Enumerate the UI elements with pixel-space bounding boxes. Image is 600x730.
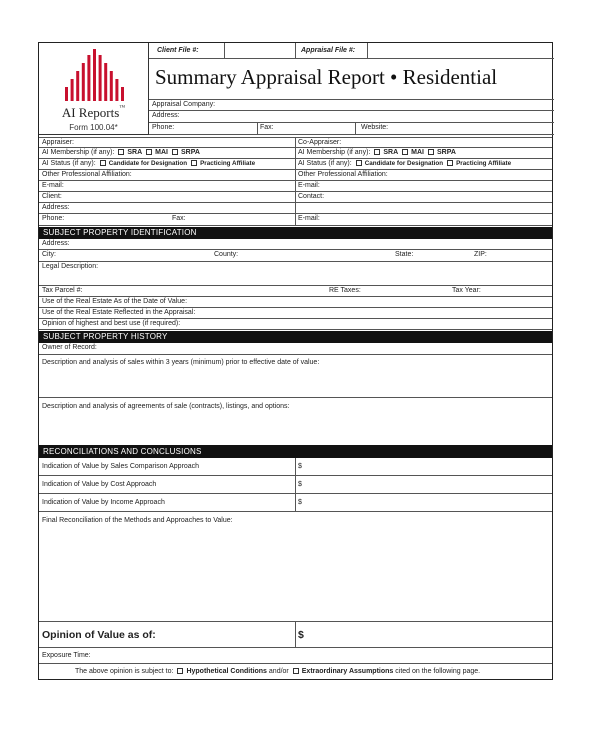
city-row xyxy=(39,250,552,262)
logo-bar xyxy=(87,55,90,101)
client-email-label: E-mail: xyxy=(298,215,320,222)
logo-bar xyxy=(115,79,118,101)
client-address-label: Address: xyxy=(42,204,70,211)
owner-label: Owner of Record: xyxy=(42,344,97,351)
legal-description-label: Legal Description: xyxy=(42,263,99,270)
contact-label: Contact: xyxy=(298,193,325,200)
company-address-label: Address: xyxy=(152,112,180,119)
company-fax-label: Fax: xyxy=(260,124,274,131)
company-contact-row xyxy=(149,123,554,135)
file-number-row xyxy=(149,43,554,59)
exposure-row xyxy=(39,648,552,664)
subject-to-row xyxy=(39,664,552,680)
co-email-label: E-mail: xyxy=(298,182,320,189)
hypothetical-checkbox[interactable] xyxy=(177,668,183,674)
membership-right: AI Membership (if any): SRA MAI SRPA xyxy=(298,149,456,156)
sales-history-label: Description and analysis of sales within 3 years (minimum) prior to effective date of value: xyxy=(42,359,320,366)
co-mai-checkbox[interactable] xyxy=(402,149,408,155)
page-title: Summary Appraisal Report • Residential xyxy=(155,65,498,89)
agreements-label: Description and analysis of agreements of sale (contracts), listings, and options: xyxy=(42,403,290,410)
subject-address-label: Address: xyxy=(42,240,70,247)
company-phone-label: Phone: xyxy=(152,124,175,131)
form-number: Form 100.04* xyxy=(69,123,118,132)
highest-best-label: Opinion of highest and best use (if required): xyxy=(42,320,181,327)
city-label: City: xyxy=(42,251,56,258)
logo-bar xyxy=(93,49,96,101)
tax-year-label: Tax Year: xyxy=(452,287,481,294)
client-file-label: Client File #: xyxy=(157,47,199,54)
appraisal-file-field[interactable] xyxy=(368,43,554,58)
srpa-checkbox[interactable] xyxy=(172,149,178,155)
sales-comparison-dollar: $ xyxy=(298,463,302,470)
appraisal-form xyxy=(38,42,553,680)
logo-bar xyxy=(71,79,74,101)
building-logo-icon xyxy=(39,43,149,105)
cost-dollar: $ xyxy=(298,481,302,488)
appraisal-company-label: Appraisal Company: xyxy=(152,101,216,108)
appraisal-file-label: Appraisal File #: xyxy=(301,47,356,54)
final-reconciliation-label: Final Reconciliation of the Methods and Approaches to Value: xyxy=(42,517,233,524)
company-website-label: Website: xyxy=(361,124,389,131)
co-affiliation-label: Other Professional Affiliation: xyxy=(298,171,388,178)
affiliation-label: Other Professional Affiliation: xyxy=(42,171,132,178)
status-left: AI Status (if any): Candidate for Designation Practicing Affiliate xyxy=(42,160,256,167)
sales-comparison-label: Indication of Value by Sales Comparison Approach xyxy=(42,463,200,470)
company-row xyxy=(149,99,554,111)
logo-bar xyxy=(99,55,102,101)
status-right: AI Status (if any): Candidate for Designation Practicing Affiliate xyxy=(298,160,512,167)
use-date-label: Use of the Real Estate As of the Date of Value: xyxy=(42,298,188,305)
use-date-row xyxy=(39,297,552,308)
subject-history-heading: SUBJECT PROPERTY HISTORY xyxy=(39,331,552,343)
tax-parcel-label: Tax Parcel #: xyxy=(42,287,83,294)
client-label: Client: xyxy=(42,193,62,200)
opinion-label: Opinion of Value as of: xyxy=(42,629,156,641)
county-label: County: xyxy=(214,251,239,258)
email-label: E-mail: xyxy=(42,182,64,189)
owner-row xyxy=(39,343,552,355)
mai-checkbox[interactable] xyxy=(146,149,152,155)
logo-name: AI Reports™ xyxy=(61,105,126,120)
subject-address-row xyxy=(39,239,552,250)
sales-history-row xyxy=(39,355,552,398)
final-reconciliation-row xyxy=(39,512,552,622)
use-reflected-label: Use of the Real Estate Reflected in the Appraisal: xyxy=(42,309,196,316)
practicing-checkbox[interactable] xyxy=(191,160,197,166)
logo-bar xyxy=(104,63,107,101)
legal-row xyxy=(39,262,552,286)
state-label: State: xyxy=(395,251,414,258)
re-taxes-label: RE Taxes: xyxy=(329,287,361,294)
sra-checkbox[interactable] xyxy=(118,149,124,155)
client-fax-label: Fax: xyxy=(172,215,186,222)
membership-left: AI Membership (if any): SRA MAI SRPA xyxy=(42,149,200,156)
co-practicing-checkbox[interactable] xyxy=(447,160,453,166)
co-srpa-checkbox[interactable] xyxy=(428,149,434,155)
logo-block xyxy=(39,43,149,135)
logo-bar xyxy=(76,71,79,101)
reconciliations-heading: RECONCILIATIONS AND CONCLUSIONS xyxy=(39,445,552,458)
tax-row xyxy=(39,286,552,297)
subject-to-line: The above opinion is subject to: Hypothetical Conditions and/or Extraordinary Assumptions cited on the following page. xyxy=(75,668,481,675)
subject-identification-heading: SUBJECT PROPERTY IDENTIFICATION xyxy=(39,227,552,239)
highest-best-row xyxy=(39,319,552,330)
opinion-dollar: $ xyxy=(298,629,304,641)
company-address-row xyxy=(149,111,554,123)
client-phone-label: Phone: xyxy=(42,215,65,222)
logo-bar xyxy=(82,63,85,101)
co-sra-checkbox[interactable] xyxy=(374,149,380,155)
zip-label: ZIP: xyxy=(474,251,487,258)
use-reflected-row xyxy=(39,308,552,319)
cost-label: Indication of Value by Cost Approach xyxy=(42,481,157,488)
agreements-row xyxy=(39,398,552,444)
income-dollar: $ xyxy=(298,499,302,506)
co-candidate-checkbox[interactable] xyxy=(356,160,362,166)
appraiser-label: Appraiser: xyxy=(42,139,74,146)
candidate-checkbox[interactable] xyxy=(100,160,106,166)
logo-bar xyxy=(65,87,68,101)
logo-bar xyxy=(110,71,113,101)
client-file-field[interactable] xyxy=(225,43,295,58)
co-appraiser-label: Co-Appraiser: xyxy=(298,139,342,146)
exposure-label: Exposure Time: xyxy=(42,652,91,659)
extraordinary-checkbox[interactable] xyxy=(293,668,299,674)
income-label: Indication of Value by Income Approach xyxy=(42,499,165,506)
logo-bar xyxy=(121,87,124,101)
